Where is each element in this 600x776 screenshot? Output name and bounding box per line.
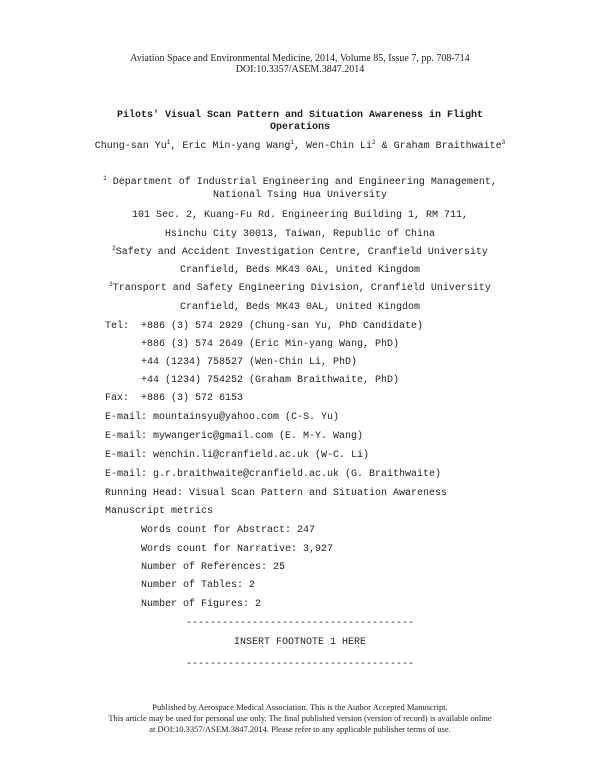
affiliation-1-line-3: 101 Sec. 2, Kuang-Fu Rd. Engineering Building 1, RM 711, xyxy=(131,210,469,221)
email-address: mountainsyu@yahoo.com (C-S. Yu) xyxy=(153,412,340,423)
email-address: g.r.braithwaite@cranfield.ac.uk (G. Braithwaite) xyxy=(153,469,442,480)
metric-item: Number of Tables: 2 xyxy=(141,580,256,591)
email-address: wenchin.li@cranfield.ac.uk (W-C. Li) xyxy=(153,450,370,461)
author-sup: 2 xyxy=(372,139,376,146)
affiliation-1-line-2: National Tsing Hua University xyxy=(212,190,388,201)
running-head: Running Head: Visual Scan Pattern and Situation Awareness xyxy=(105,488,448,499)
affiliation-3-line-1: $^3$Transport and Safety Engineering Division, Cranfield University xyxy=(109,281,491,294)
tel-number: +44 (1234) 754252 (Graham Braithwaite, PhD) xyxy=(141,375,400,386)
footer-line-2: This article may be used for personal use only. The final published version (version of record) is available online xyxy=(108,713,492,723)
tel-number: +886 (3) 574 2649 (Eric Min-yang Wang, PhD) xyxy=(141,339,400,350)
author-sup: 3 xyxy=(501,139,506,146)
author-sup: 1 xyxy=(166,139,171,146)
email-label: E-mail: xyxy=(105,450,148,461)
tel-label: Tel: xyxy=(105,321,130,332)
author-sup: 1 xyxy=(290,139,294,146)
metric-item: Number of Figures: 2 xyxy=(141,599,262,610)
metric-item: Number of References: 25 xyxy=(141,562,286,573)
footer-line-3: at DOI:10.3357/ASEM.3847.2014. Please refer to any applicable publisher terms of use. xyxy=(149,724,451,734)
email-label: E-mail: xyxy=(105,469,148,480)
affiliation-2-line-1: $^2$Safety and Accident Investigation Centre, Cranfield University xyxy=(112,245,488,258)
paper-title-line-1: Pilots' Visual Scan Pattern and Situation Awareness in Flight xyxy=(116,110,484,121)
affiliation-sup: 1 xyxy=(103,175,107,182)
author-name: Graham Braithwaite xyxy=(393,141,502,152)
author-name: Eric Min-yang Wang xyxy=(182,141,291,152)
doi-header: DOI:10.3357/ASEM.3847.2014 xyxy=(235,64,365,75)
author-list: Chung-san Yu$^1$, Eric Min-yang Wang$^1$, Wen-Chin Li$^2$ & Graham Braithwaite$^3$ xyxy=(94,139,506,152)
email-label: E-mail: xyxy=(105,431,148,442)
tel-number: +886 (3) 574 2929 (Chung-san Yu, PhD Candidate) xyxy=(141,321,424,332)
metric-item: Words count for Abstract: 247 xyxy=(141,525,316,536)
paper-title-line-2: Operations xyxy=(269,122,330,133)
email-label: E-mail: xyxy=(105,412,148,423)
footer-line-1: Published by Aerospace Medical Association. This is the Author Accepted Manuscript. xyxy=(152,702,448,712)
fax-number: +886 (3) 572 6153 xyxy=(141,393,244,404)
affiliation-3-line-2: Cranfield, Beds MK43 0AL, United Kingdom xyxy=(179,302,421,313)
affiliation-2-line-2: Cranfield, Beds MK43 0AL, United Kingdom xyxy=(179,265,421,276)
metrics-heading: Manuscript metrics xyxy=(105,506,214,517)
fax-label: Fax: xyxy=(105,393,130,404)
metric-item: Words count for Narrative: 3,927 xyxy=(141,544,334,555)
footnote-placeholder: INSERT FOOTNOTE 1 HERE xyxy=(233,637,367,648)
affiliation-1-line-4: Hsinchu City 30013, Taiwan, Republic of China xyxy=(164,229,436,240)
affiliation-1-line-1: $^1$ Department of Industrial Engineering and Engineering Management, xyxy=(103,175,497,188)
email-address: mywangeric@gmail.com (E. M-Y. Wang) xyxy=(153,431,364,442)
affiliation-sup: 3 xyxy=(109,281,113,288)
footnote-rule-top: -------------------------------------- xyxy=(185,618,415,629)
author-name: Wen-Chin Li xyxy=(306,141,373,152)
footnote-rule-bottom: -------------------------------------- xyxy=(185,659,415,670)
journal-citation: Aviation Space and Environmental Medicine, 2014, Volume 85, Issue 7, pp. 708-714 xyxy=(130,53,470,64)
author-name: Chung-san Yu xyxy=(94,141,167,152)
tel-number: +44 (1234) 758527 (Wen-Chin Li, PhD) xyxy=(141,357,358,368)
affiliation-sup: 2 xyxy=(112,245,116,252)
